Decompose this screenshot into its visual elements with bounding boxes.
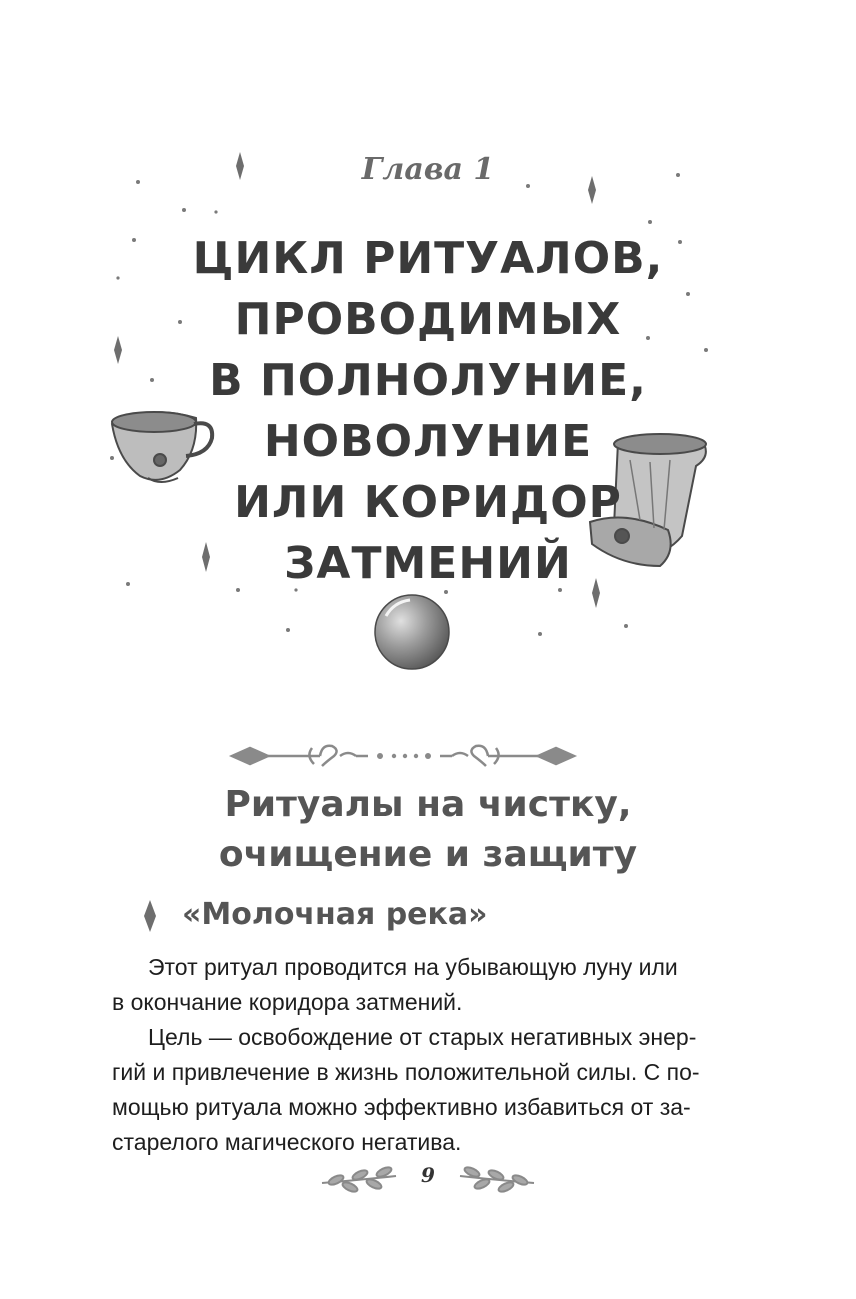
body-line: Этот ритуал проводится на убывающую луну или bbox=[148, 954, 678, 980]
chapter-title-line: ИЛИ КОРИДОР bbox=[234, 477, 622, 528]
section-title-line: очищение и защиту bbox=[218, 834, 638, 875]
chapter-title-line: НОВОЛУНИЕ bbox=[263, 416, 593, 467]
section-title-line: Ритуалы на чистку, bbox=[224, 784, 632, 825]
section-title bbox=[100, 780, 756, 880]
orb-icon bbox=[375, 595, 449, 669]
body-text bbox=[112, 950, 720, 1160]
chapter-title bbox=[100, 228, 756, 594]
body-line: гий и привлечение в жизнь положительной силы. С по- bbox=[112, 1059, 700, 1085]
section-divider-ornament bbox=[232, 746, 574, 766]
chapter-title-line: ЗАТМЕНИЙ bbox=[284, 538, 572, 589]
body-line: в окончание коридора затмений. bbox=[112, 989, 463, 1015]
chapter-label: Глава 1 bbox=[361, 152, 495, 187]
subsection-title: «Молочная река» bbox=[182, 897, 488, 932]
sparkle-star-icon bbox=[144, 900, 156, 932]
body-line: мощью ритуала можно эффективно избавиться от за- bbox=[112, 1094, 691, 1120]
body-line: старелого магического негатива. bbox=[112, 1129, 462, 1155]
page-number: 9 bbox=[421, 1163, 435, 1187]
body-line: Цель — освобождение от старых негативных энер- bbox=[148, 1024, 697, 1050]
chapter-title-line: ПРОВОДИМЫХ bbox=[234, 294, 622, 345]
chapter-title-line: В ПОЛНОЛУНИЕ, bbox=[209, 355, 647, 406]
chapter-title-line: ЦИКЛ РИТУАЛОВ, bbox=[192, 233, 664, 284]
